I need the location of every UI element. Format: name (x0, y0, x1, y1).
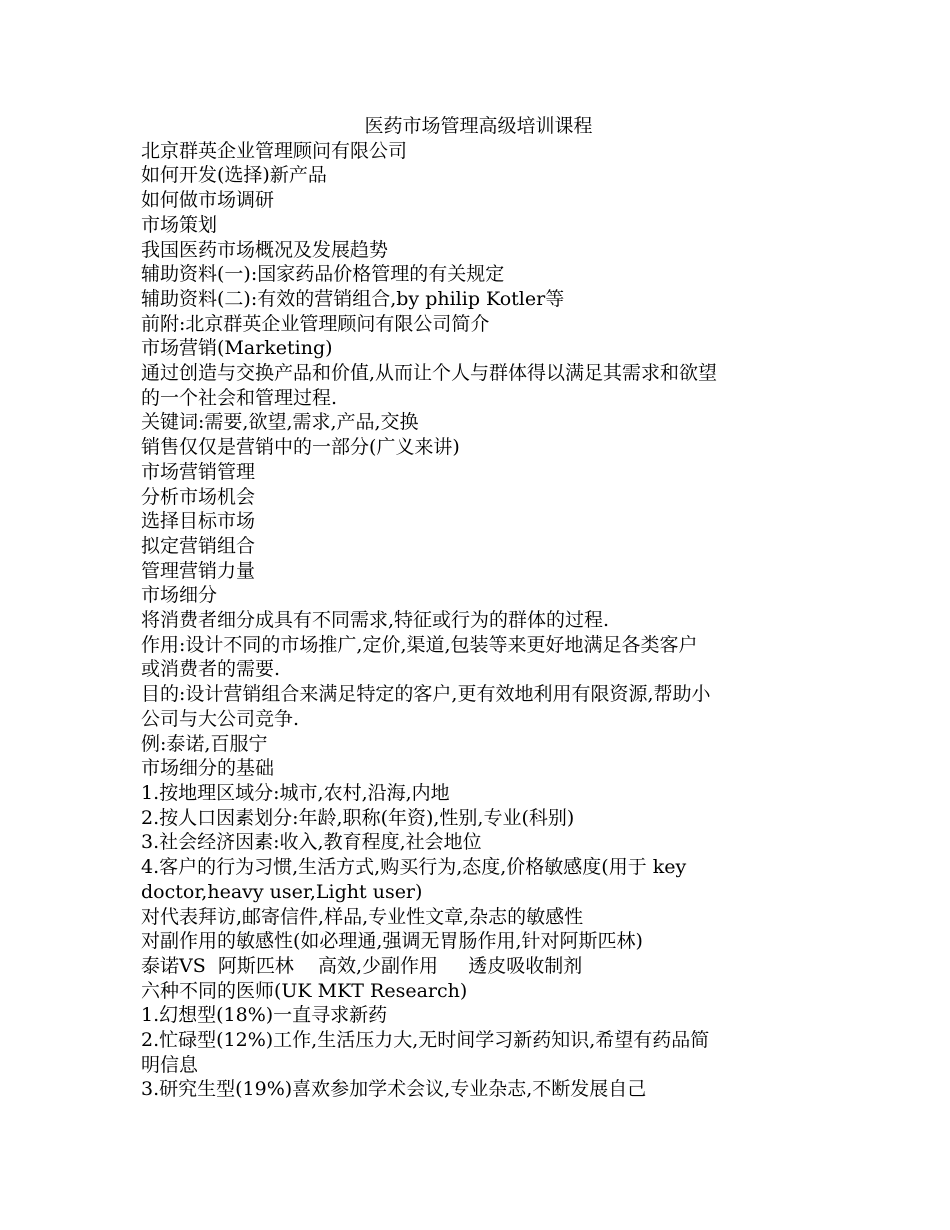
text-line: 作用:设计不同的市场推广,定价,渠道,包装等来更好地满足各类客户 (141, 633, 698, 656)
text-line: 北京群英企业管理顾问有限公司 (141, 139, 408, 162)
text-line: 我国医药市场概况及发展趋势 (141, 238, 389, 261)
text-line: 1.按地理区域分:城市,农村,沿海,内地 (141, 781, 450, 804)
text-line: 明信息 (141, 1053, 199, 1076)
text-line: 市场策划 (141, 213, 218, 236)
text-line: 1.幻想型(18%)一直寻求新药 (141, 1004, 388, 1027)
text-line: 选择目标市场 (141, 510, 256, 533)
text-line: 六种不同的医师(UK MKT Research) (141, 979, 468, 1002)
text-line: 的一个社会和管理过程. (141, 386, 338, 409)
text-line: 市场细分 (141, 584, 218, 607)
text-line: 分析市场机会 (141, 485, 256, 508)
text-line: 3.社会经济因素:收入,教育程度,社会地位 (141, 831, 482, 854)
document-title: 医药市场管理高级培训课程 (364, 115, 593, 137)
text-line: 或消费者的需要. (141, 658, 281, 681)
text-line: 通过创造与交换产品和价值,从而让个人与群体得以满足其需求和欲望 (141, 362, 718, 385)
text-line: 如何做市场调研 (141, 189, 275, 212)
text-line: 关键词:需要,欲望,需求,产品,交换 (141, 411, 419, 434)
document-body (141, 114, 816, 1102)
text-line: 前附:北京群英企业管理顾问有限公司简介 (141, 312, 490, 335)
text-line: 公司与大公司竞争. (141, 707, 300, 730)
text-line: 辅助资料(二):有效的营销组合,by philip Kotler等 (141, 287, 565, 310)
text-line: 3.研究生型(19%)喜欢参加学术会议,专业杂志,不断发展自己 (141, 1078, 647, 1101)
text-line: 市场营销(Marketing) (141, 337, 333, 360)
text-line: 如何开发(选择)新产品 (141, 164, 327, 187)
text-line: 市场细分的基础 (141, 757, 275, 780)
text-line: 2.忙碌型(12%)工作,生活压力大,无时间学习新药知识,希望有药品简 (141, 1029, 710, 1052)
text-line: doctor,heavy user,Light user) (141, 880, 423, 903)
text-line: 将消费者细分成具有不同需求,特征或行为的群体的过程. (141, 609, 610, 632)
text-line: 4.客户的行为习惯,生活方式,购买行为,态度,价格敏感度(用于 key (141, 856, 687, 879)
text-line: 拟定营销组合 (141, 534, 256, 557)
text-line: 2.按人口因素划分:年龄,职称(年资),性别,专业(科别) (141, 806, 575, 829)
text-line: 对代表拜访,邮寄信件,样品,专业性文章,杂志的敏感性 (141, 905, 584, 928)
text-line: 辅助资料(一):国家药品价格管理的有关规定 (141, 263, 505, 286)
text-line: 目的:设计营销组合来满足特定的客户,更有效地利用有限资源,帮助小 (141, 683, 711, 706)
text-line: 销售仅仅是营销中的一部分(广义来讲) (141, 436, 460, 459)
text-line: 例:泰诺,百服宁 (141, 732, 268, 755)
text-line: 对副作用的敏感性(如必理通,强调无胃肠作用,针对阿斯匹林) (141, 930, 643, 953)
text-line: 管理营销力量 (141, 559, 256, 582)
text-line: 市场营销管理 (141, 460, 256, 483)
document-lines (141, 139, 816, 1102)
text-line: 泰诺VS 阿斯匹林 高效,少副作用 透皮吸收制剂 (141, 954, 583, 977)
